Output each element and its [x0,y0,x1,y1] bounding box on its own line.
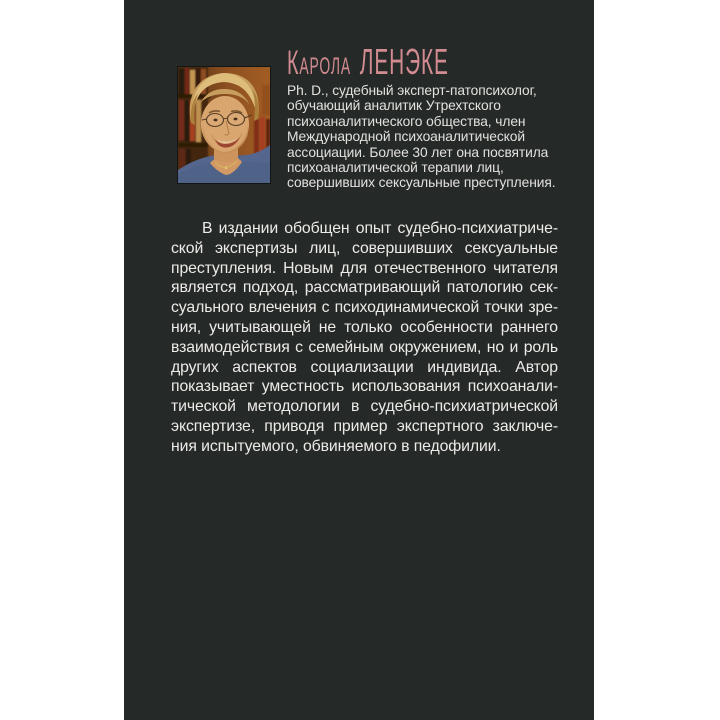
annotation-line: взаимодействия с семейным окружением, но и роль [171,338,558,356]
author-name [287,43,566,82]
bio-line: психоаналитической терапии лиц, [287,160,504,176]
annotation-line: ния, учитывающей не только особенности раннего [171,318,558,336]
annotation-line: суального влечения с психодинамической точки зре- [171,299,558,317]
annotation-text [171,219,558,457]
annotation-line: является подход, рассматривающий патологию сек- [171,279,558,297]
author-first-name: Карола [287,44,352,82]
cover-panel [124,0,594,720]
bio-line: Международной психоаналитической [287,129,525,145]
author-last-name: ЛЕНЭКЕ [359,41,449,82]
annotation-line: В издании обобщен опыт судебно-психиатриче- [202,220,558,237]
bio-line: совершивших сексуальные преступления. [287,175,556,191]
author-portrait-illustration [178,67,270,183]
author-photo [178,67,270,183]
author-bio [287,83,555,191]
author-name-inner [287,43,449,82]
bio-line: Ph. D., судебный эксперт-патопсихолог, [287,83,537,98]
bio-line: ассоциации. Более 30 лет она посвятила [287,144,549,160]
bio-line: обучающий аналитик Утрехтского [287,98,501,114]
annotation-line: показывает уместность использования психоанали- [171,378,558,396]
annotation-line: других аспектов социализации индивида. Автор [171,358,558,376]
bio-line: психоаналитического общества, член [287,113,526,129]
annotation-line: ской экспертизы лиц, совершивших сексуальные [171,239,558,257]
annotation-line: тической методологии в судебно-психиатрической [171,398,558,416]
annotation-line: ния испытуемого, обвиняемого в педофилии. [171,437,501,455]
annotation-line: преступления. Новым для отечественного читателя [171,259,558,277]
annotation-line: экспертизе, приводя пример экспертного заключе- [171,417,558,435]
